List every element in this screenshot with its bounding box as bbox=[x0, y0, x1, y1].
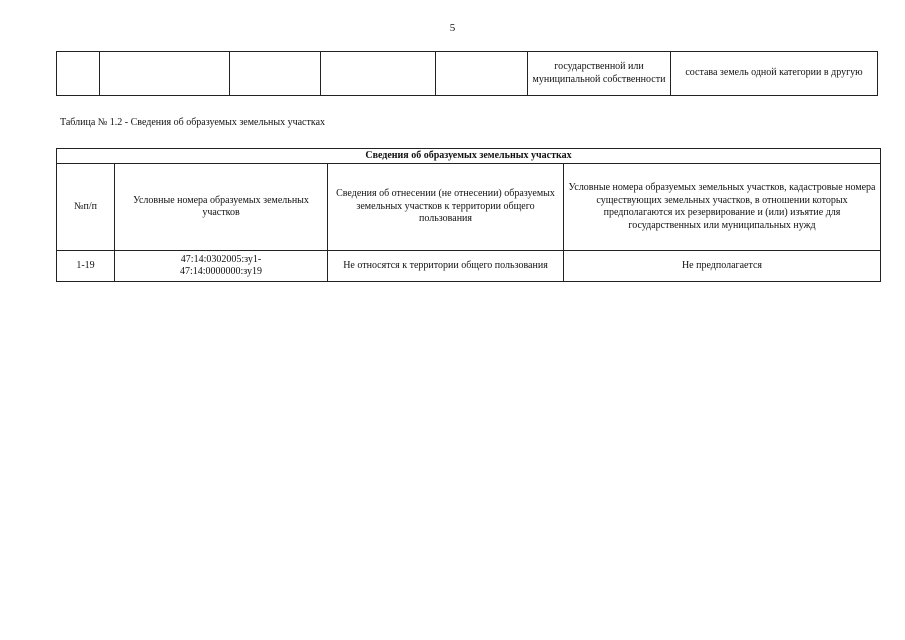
table-caption: Таблица № 1.2 - Сведения об образуемых земельных участках bbox=[60, 117, 326, 128]
cell-reservation: Не предполагается bbox=[564, 251, 881, 282]
table-row bbox=[57, 52, 878, 96]
table-cell: состава земель одной категории в другую bbox=[671, 52, 878, 96]
table-title: Сведения об образуемых земельных участках bbox=[57, 149, 881, 164]
header-num: №п/п bbox=[57, 164, 115, 251]
continuation-table bbox=[56, 51, 878, 96]
table-cell bbox=[100, 52, 230, 96]
table-cell bbox=[57, 52, 100, 96]
table-cell bbox=[436, 52, 528, 96]
cell-num: 1-19 bbox=[57, 251, 115, 282]
cell-public-use: Не относятся к территории общего пользования bbox=[328, 251, 564, 282]
table-header-row bbox=[57, 164, 881, 251]
table-cell bbox=[321, 52, 436, 96]
header-plot-numbers: Условные номера образуемых земельных участков bbox=[115, 164, 328, 251]
table-cell: государственной или муниципальной собственности bbox=[528, 52, 671, 96]
header-public-use: Сведения об отнесении (не отнесении) образуемых земельных участков к территории общего пользования bbox=[328, 164, 564, 251]
formed-plots-table bbox=[56, 148, 881, 282]
page-number: 5 bbox=[449, 22, 456, 34]
cell-plot-numbers bbox=[115, 251, 328, 282]
header-reservation: Условные номера образуемых земельных участков, кадастровые номера существующих земельных участков, в отношении которых предполагаются их резервирование и (или) изъятие для государственных или муниципальных нужд bbox=[564, 164, 881, 251]
plot-number-end: 47:14:0000000:зу19 bbox=[179, 266, 263, 277]
table-row bbox=[57, 251, 881, 282]
plot-number-start: 47:14:0302005:зу1- bbox=[180, 253, 262, 265]
table-cell bbox=[230, 52, 321, 96]
